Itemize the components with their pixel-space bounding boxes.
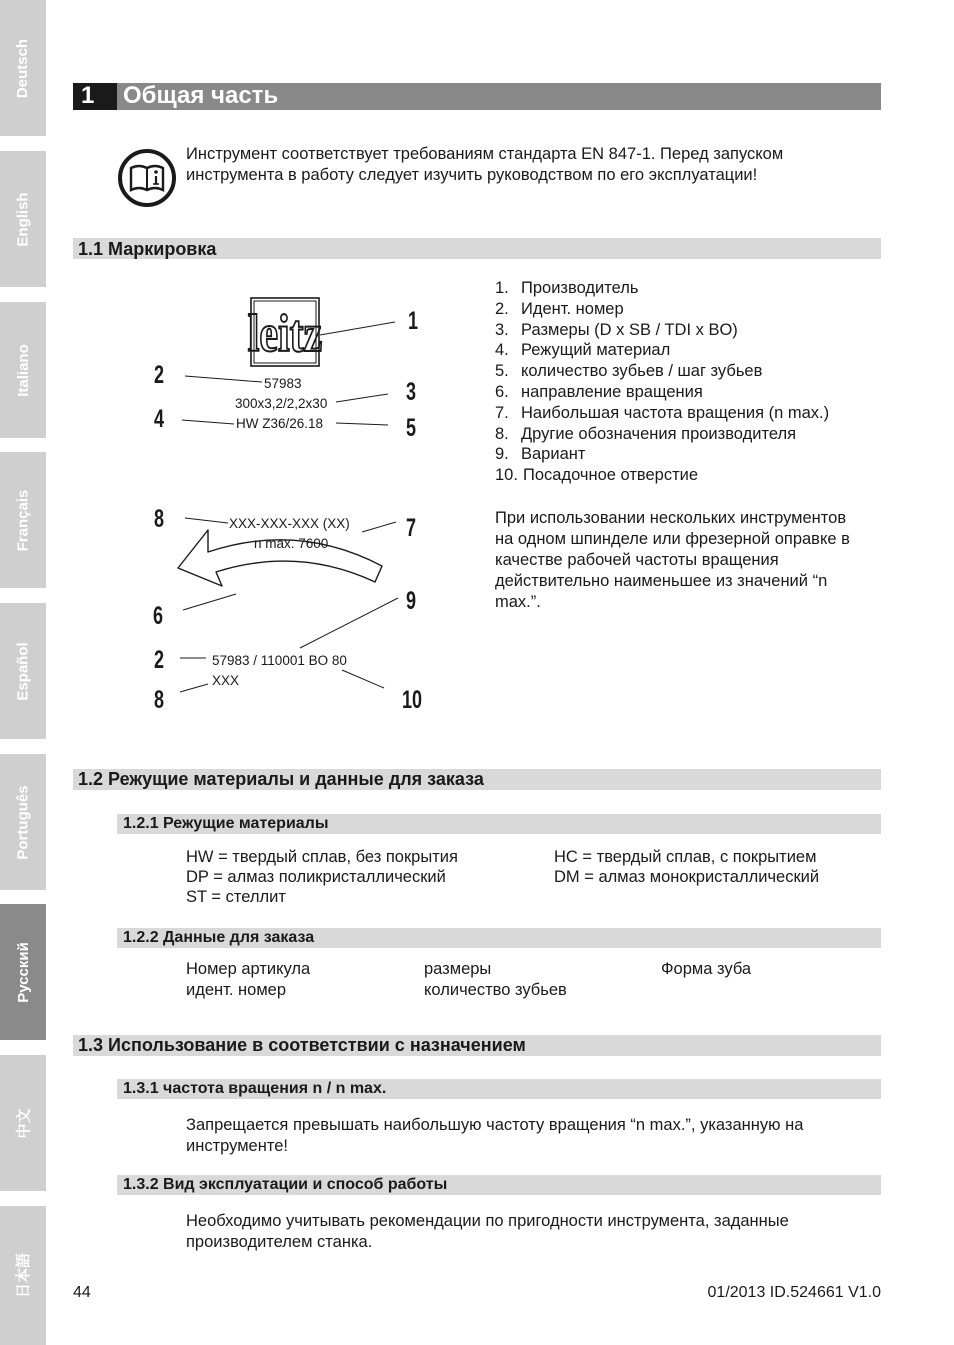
material-hw: HW = твердый сплав, без покрытия	[186, 848, 458, 866]
legend-item	[495, 424, 829, 445]
side-tab-japanese[interactable]	[0, 1206, 46, 1345]
legend-item	[495, 299, 829, 320]
legend-text: Вариант	[521, 445, 586, 464]
material-dp: DP = алмаз поликристаллический	[186, 868, 446, 886]
note-line-1: При использовании нескольких инструментов	[495, 509, 847, 527]
operation-line-2: производителем станка.	[186, 1233, 373, 1251]
legend-text: Другие обозначения производителя	[521, 424, 797, 443]
side-tab-english[interactable]	[0, 151, 46, 287]
note-line-3: качестве рабочей частоты вращения	[495, 551, 779, 569]
side-tab-russian[interactable]	[0, 904, 46, 1040]
legend-num: 10.	[495, 466, 518, 485]
callout-4: 4	[154, 405, 165, 433]
side-tab-label: Deutsch	[14, 38, 32, 98]
callout-5: 5	[406, 414, 417, 442]
section-1-3-2-heading: 1.3.2 Вид эксплуатации и способ работы	[123, 1176, 448, 1193]
legend-text: Наибольшая частота вращения (n max.)	[521, 403, 830, 422]
legend-text: количество зубьев / шаг зубьев	[521, 362, 763, 381]
side-tab-label: Italiano	[14, 343, 32, 397]
material-dm: DM = алмаз монокристаллический	[554, 868, 820, 886]
leitz-logo	[248, 298, 323, 366]
side-tab-label: 日本語	[15, 1252, 33, 1299]
section-1-3-1-heading: 1.3.1 частота вращения n / n max.	[123, 1080, 387, 1097]
diagram-ident-label: 57983 / 110001 BO 80	[212, 653, 347, 668]
side-tab-francais[interactable]	[0, 452, 46, 588]
legend-num: 9.	[495, 445, 509, 464]
side-tab-label: Français	[14, 489, 32, 551]
section-1-2-heading: 1.2 Режущие материалы и данные для заказа	[78, 769, 484, 789]
side-tab-espanol[interactable]	[0, 603, 46, 739]
order-article-number: Номер артикула	[186, 960, 311, 978]
note-line-4: действительно наименьшее из значений “n	[495, 572, 828, 590]
speed-warning-line-1: Запрещается превышать наибольшую частоту вращения “n max.”, указанную на	[186, 1116, 804, 1134]
legend-num: 7.	[495, 403, 509, 422]
legend-num: 4.	[495, 341, 509, 360]
legend-item	[495, 403, 829, 424]
note-line-2: на одном шпинделе или фрезерной оправке в	[495, 530, 850, 548]
legend-text: Посадочное отверстие	[523, 466, 699, 485]
callout-3: 3	[406, 378, 417, 406]
diagram-material-label: HW Z36/26.18	[236, 416, 324, 431]
callout-10: 10	[402, 686, 423, 714]
note-line-5: max.”.	[495, 593, 541, 611]
legend-num: 3.	[495, 320, 509, 339]
legend-num: 1.	[495, 279, 509, 297]
marking-legend	[495, 278, 829, 486]
operation-line-1: Необходимо учитывать рекомендации по пригодности инструмента, заданные	[186, 1212, 789, 1230]
legend-item	[495, 444, 829, 465]
legend-num: 2.	[495, 299, 509, 318]
callout-2: 2	[154, 361, 165, 389]
legend-item	[495, 382, 829, 403]
order-tooth-shape: Форма зуба	[661, 960, 752, 978]
side-tab-label: Русский	[14, 941, 32, 1003]
legend-num: 8.	[495, 424, 509, 443]
material-hc: HC = твердый сплав, с покрытием	[554, 848, 817, 866]
document-id: 01/2013 ID.524661 V1.0	[707, 1284, 881, 1301]
intro-line-2: инструмента в работу следует изучить руководством по его эксплуатации!	[186, 166, 758, 184]
side-tab-italiano[interactable]	[0, 302, 46, 438]
legend-item	[495, 320, 829, 341]
legend-item	[495, 465, 829, 486]
legend-item	[495, 361, 829, 382]
speed-warning-line-2: инструменте!	[186, 1137, 288, 1155]
legend-item	[495, 278, 829, 299]
order-teeth-count: количество зубьев	[424, 981, 567, 999]
callout-2b: 2	[154, 646, 165, 674]
legend-text: Производитель	[521, 279, 639, 297]
manual-info-icon	[117, 148, 177, 208]
side-tab-chinese[interactable]	[0, 1055, 46, 1191]
callout-8: 8	[154, 505, 165, 533]
legend-item	[495, 340, 829, 361]
callout-8b: 8	[154, 686, 165, 714]
section-1-title: Общая часть	[123, 82, 279, 109]
legend-num: 5.	[495, 362, 509, 381]
legend-num: 6.	[495, 382, 509, 401]
callout-7: 7	[406, 514, 417, 542]
section-1-number: 1	[73, 83, 117, 110]
callout-6: 6	[153, 602, 164, 630]
legend-text: Режущий материал	[521, 341, 671, 360]
leitz-logo-text: leitz	[247, 305, 323, 364]
diagram-code-label: XXX-XXX-XXX (XX)	[229, 516, 350, 531]
order-ident-number: идент. номер	[186, 981, 287, 999]
legend-text: Идент. номер	[521, 299, 624, 318]
side-tab-label: Español	[14, 641, 32, 701]
side-tab-label: English	[14, 191, 32, 247]
side-tab-label: Português	[14, 784, 32, 860]
page-number: 44	[73, 1284, 91, 1301]
callout-1: 1	[408, 307, 419, 335]
material-st: ST = стеллит	[186, 888, 286, 906]
marking-diagram	[150, 290, 440, 720]
section-1-2-1-heading: 1.2.1 Режущие материалы	[123, 815, 329, 832]
diagram-nmax-label: n max. 7600	[254, 536, 329, 551]
diagram-article-label: 57983	[264, 376, 302, 391]
diagram-dims-label: 300x3,2/2,2x30	[235, 396, 328, 411]
side-tab-deutsch[interactable]	[0, 0, 46, 136]
diagram-variant-label: XXX	[212, 673, 240, 688]
order-dimensions: размеры	[424, 960, 492, 978]
callout-9: 9	[406, 587, 417, 615]
side-tab-label: 中文	[15, 1107, 33, 1139]
legend-text: направление вращения	[521, 382, 703, 401]
legend-text: Размеры (D x SB / TDI x BO)	[521, 320, 738, 339]
intro-line-1: Инструмент соответствует требованиям стандарта EN 847-1. Перед запуском	[186, 145, 784, 163]
side-tab-portugues[interactable]	[0, 754, 46, 890]
section-1-3-heading: 1.3 Использование в соответствии с назначением	[78, 1035, 526, 1055]
section-1-2-2-heading: 1.2.2 Данные для заказа	[123, 929, 315, 946]
section-1-1-heading: 1.1 Маркировка	[78, 239, 217, 259]
